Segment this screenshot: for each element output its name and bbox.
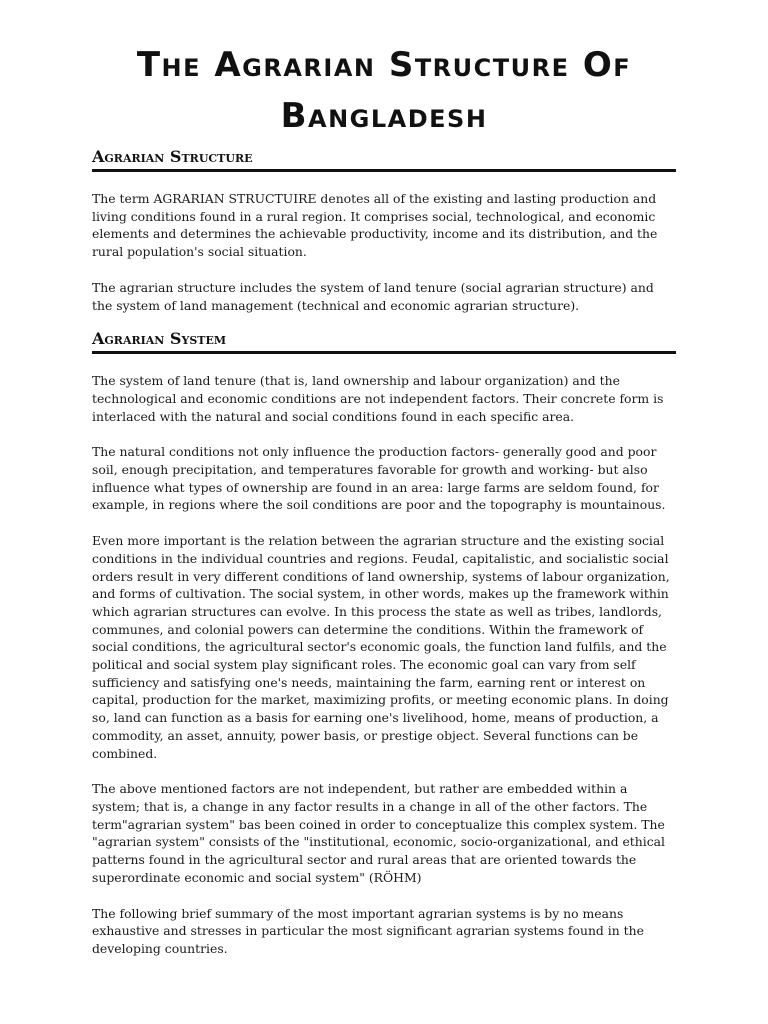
paragraph: The system of land tenure (that is, land ownership and labour organization) and the technological and economic conditions are not independent factors. Their concrete form is interlaced with the natural and social conditions found in each specific area.	[92, 373, 664, 424]
section-heading-agrarian-system: Agrarian System	[92, 330, 676, 354]
document-page	[92, 40, 676, 958]
paragraph: The term AGRARIAN STRUCTUIRE denotes all of the existing and lasting production and living conditions found in a rural region. It comprises social, technological, and economic elements and determines the achievable productivity, income and its distribution, and the rural population's social situation.	[92, 191, 658, 260]
paragraph: Even more important is the relation between the agrarian structure and the existing social conditions in the individual countries and regions. Feudal, capitalistic, and socialistic social orders result in very different conditions of land ownership, systems of labour organization, and forms of cultivation. The social system, in other words, makes up the framework within which agrarian structures can evolve. In this process the state as well as tribes, landlords, communes, and colonial powers can determine the conditions. Within the framework of social conditions, the agricultural sector's economic goals, the function land fulfils, and the political and social system play significant roles. The economic goal can vary from self sufficiency and satisfying one's needs, maintaining the farm, earning rent or interest on capital, production for the market, maximizing profits, or meeting economic plans. In doing so, land can function as a basis for earning one's livelihood, home, means of production, a commodity, an asset, annuity, power basis, or prestige object. Several functions can be combined.	[92, 533, 670, 761]
section-heading-agrarian-structure: Agrarian Structure	[92, 148, 676, 172]
document-title	[92, 40, 676, 142]
paragraph: The following brief summary of the most important agrarian systems is by no means exhaustive and stresses in particular the most significant agrarian systems found in the developing countries.	[92, 905, 644, 956]
paragraph: The natural conditions not only influence the production factors- generally good and poor soil, enough precipitation, and temperatures favorable for growth and working- but also influence what types of ownership are found in an area: large farms are seldom found, for example, in regions where the soil conditions are poor and the topography is mountainous.	[92, 444, 666, 513]
document-title-line-2: Bangladesh	[280, 96, 488, 136]
paragraph: The above mentioned factors are not independent, but rather are embedded within a system; that is, a change in any factor results in a change in all of the other factors. The term"agrarian system" bas been coined in order to conceptualize this complex system. The "agrarian system" consists of the "institutional, economic, socio-organizational, and ethical patterns found in the agricultural sector and rural areas that are oriented towards the superordinate economic and social system" (RÖHM)	[92, 781, 666, 885]
document-title-line-1: The Agrarian Structure Of	[136, 45, 632, 85]
paragraph: The agrarian structure includes the system of land tenure (social agrarian structure) and the system of land management (technical and economic agrarian structure).	[92, 279, 654, 313]
